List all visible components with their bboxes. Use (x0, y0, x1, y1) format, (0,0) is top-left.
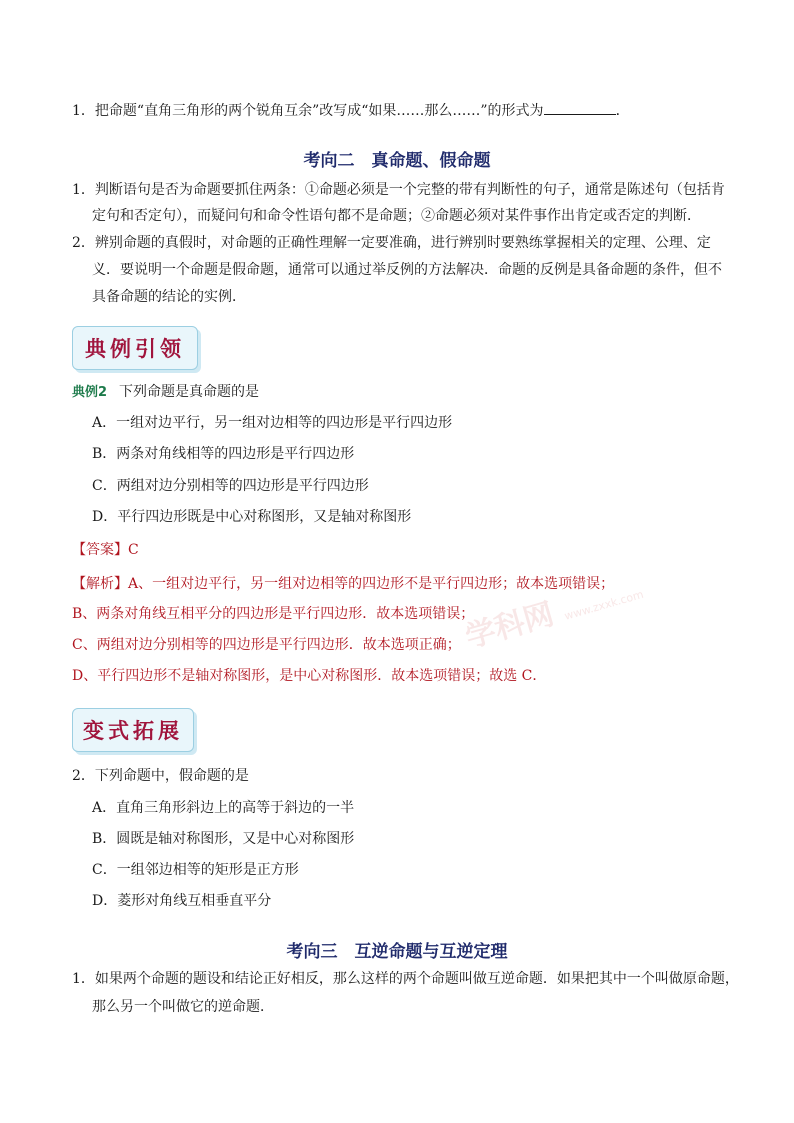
example-question-text: 下列命题是真命题的是 (119, 384, 260, 400)
example-option-c: C．两组对边分别相等的四边形是平行四边形 (92, 478, 369, 494)
question-2 (72, 766, 249, 786)
q2-option-a: A．直角三角形斜边上的高等于斜边的一半 (92, 800, 355, 816)
section3-point-1 (72, 969, 739, 989)
watermark-brand: 学科网 (461, 596, 558, 656)
section-title-3: 考向三 互逆命题与互逆定理 (286, 942, 508, 962)
example-2-question (72, 382, 259, 403)
example-badge: 典例引领 (72, 326, 198, 370)
point-text-line: 如果两个命题的题设和结论正好相反，那么这样的两个命题叫做互逆命题．如果把其中一个叫做原命题， (94, 971, 739, 987)
watermark-url: www.zxxk.com (562, 587, 645, 623)
point-text-line: 判断语句是否为命题要抓住两条：①命题必须是一个完整的带有判断性的句子，通常是陈述句（包括肯 (94, 182, 725, 198)
question-1 (72, 100, 630, 121)
question-end: ． (615, 103, 630, 119)
example-option-b: B．两条对角线相等的四边形是平行四边形 (92, 446, 355, 462)
question-number: 1． (72, 103, 95, 119)
section-title-2: 考向二 真命题、假命题 (303, 151, 491, 171)
section2-point-1-line-2: 定句和否定句），而疑问句和命令性语句都不是命题；②命题必须对某件事作出肯定或否定的判断． (92, 208, 701, 224)
answer-value: C (128, 542, 139, 558)
question-text: 把命题“直角三角形的两个锐角互余”改写成“如果……那么……”的形式为 (94, 103, 544, 119)
answer-line (72, 540, 139, 560)
answer-blank (544, 100, 616, 115)
answer-label: 【答案】 (72, 542, 128, 558)
example-option-a: A．一组对边平行，另一组对边相等的四边形是平行四边形 (92, 415, 453, 431)
variation-badge: 变式拓展 (72, 708, 194, 752)
q2-option-b: B．圆既是轴对称图形，又是中心对称图形 (92, 831, 355, 847)
analysis-label: 【解析】 (72, 576, 128, 592)
question-number: 2． (72, 768, 95, 784)
point-number: 2． (72, 235, 95, 251)
point-number: 1． (72, 182, 95, 198)
analysis-line-4: D、平行四边形不是轴对称图形，是中心对称图形．故本选项错误；故选 C． (72, 668, 547, 684)
analysis-text: A、一组对边平行，另一组对边相等的四边形不是平行四边形；故本选项错误； (128, 576, 615, 592)
point-text-line: 辨别命题的真假时，对命题的正确性理解一定要准确，进行辨别时要熟练掌握相关的定理、公理、定 (94, 235, 711, 251)
q2-option-d: D．菱形对角线互相垂直平分 (92, 893, 272, 909)
example-option-d: D．平行四边形既是中心对称图形，又是轴对称图形 (92, 509, 412, 525)
section2-point-2-line-3: 具备命题的结论的实例． (92, 289, 246, 305)
point-number: 1． (72, 971, 95, 987)
example-label: 典例2 (72, 385, 108, 400)
analysis-line-1 (72, 574, 614, 594)
q2-option-c: C．一组邻边相等的矩形是正方形 (92, 862, 299, 878)
section2-point-1 (72, 180, 725, 200)
section3-point-1-line-2: 那么另一个叫做它的逆命题． (92, 999, 274, 1015)
analysis-line-3: C、两组对边分别相等的四边形是平行四边形．故本选项正确； (72, 637, 461, 653)
section2-point-2-line-2: 义．要说明一个命题是假命题，通常可以通过举反例的方法解决．命题的反例是具备命题的条件，但不 (92, 262, 722, 278)
analysis-line-2: B、两条对角线互相平分的四边形是平行四边形．故本选项错误； (72, 606, 475, 622)
section2-point-2 (72, 233, 711, 253)
question-text: 下列命题中，假命题的是 (94, 768, 249, 784)
